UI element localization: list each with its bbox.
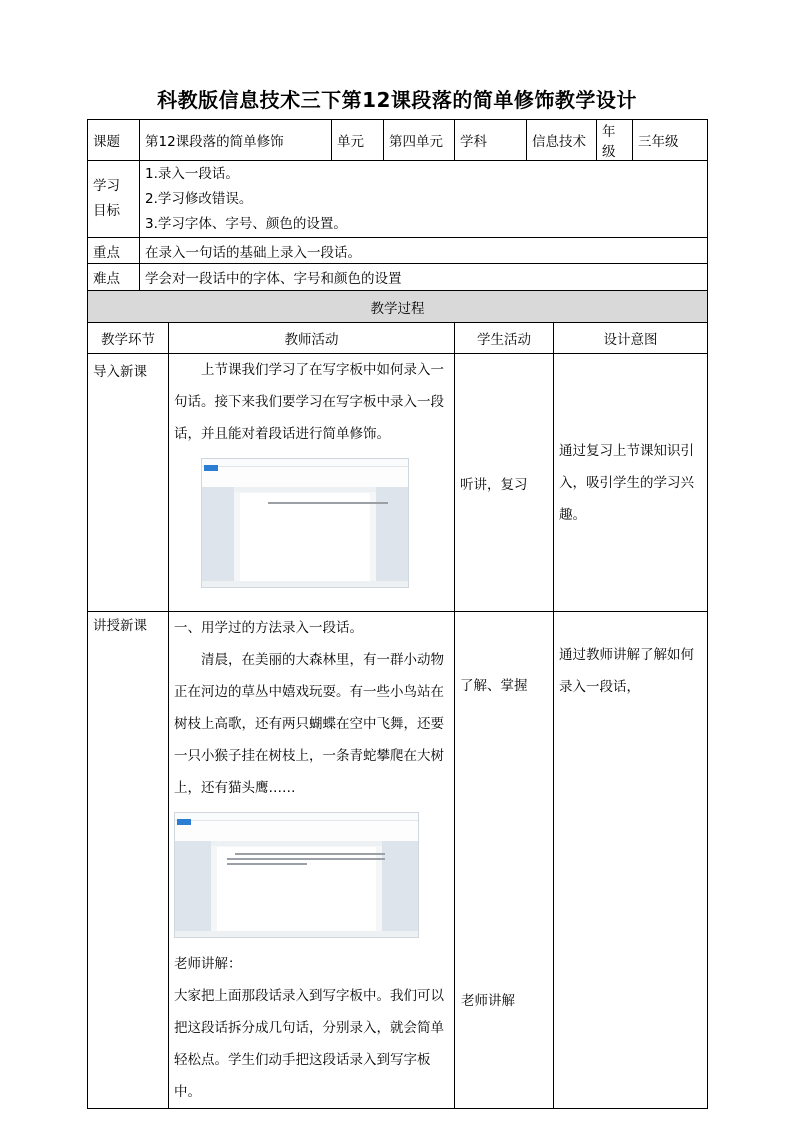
- process-header-row: [88, 291, 708, 323]
- key-point-row: [88, 238, 708, 264]
- goals-label-line2: 目标: [93, 203, 120, 219]
- unit-label: 单元: [332, 120, 384, 161]
- intro-row: [88, 354, 708, 612]
- goals-label: [88, 161, 140, 238]
- intro-teacher-cell: [169, 354, 455, 612]
- process-columns-row: [88, 323, 708, 354]
- key-point-label: 重点: [88, 238, 140, 264]
- teach-intent: 通过教师讲解了解如何录入一段话，: [554, 612, 708, 1109]
- col-teacher: 教师活动: [169, 323, 455, 354]
- goal-item: 1.录入一段话。: [145, 166, 239, 182]
- topic-value: 第12课段落的简单修饰: [140, 120, 332, 161]
- goals-row: [88, 161, 708, 238]
- teach-student-cell: [455, 612, 554, 1109]
- teach-explain-label: 老师讲解：: [174, 956, 242, 972]
- difficulty-value: 学会对一段话中的字体、字号和颜色的设置: [140, 264, 708, 291]
- process-header: 教学过程: [88, 291, 708, 323]
- intro-intent: 通过复习上节课知识引入，吸引学生的学习兴趣。: [554, 354, 708, 612]
- intro-teacher-text: 上节课我们学习了在写字板中如何录入一句话。接下来我们要学习在写字板中录入一段话，并且能对着段话进行简单修饰。: [174, 362, 444, 442]
- goals-list: [140, 161, 708, 238]
- goal-item: 3.学习字体、字号、颜色的设置。: [145, 216, 347, 232]
- topic-label: 课题: [88, 120, 140, 161]
- difficulty-row: [88, 264, 708, 291]
- intro-stage: 导入新课: [88, 354, 169, 612]
- grade-value: 三年级: [633, 120, 708, 161]
- info-row: [88, 120, 708, 161]
- teach-student-1: 了解、掌握: [460, 678, 528, 694]
- teach-stage: 讲授新课: [88, 612, 169, 1109]
- teach-teacher-cell: [169, 612, 455, 1109]
- subject-value: 信息技术: [527, 120, 597, 161]
- document-title: 科教版信息技术三下第12课段落的简单修饰教学设计: [157, 88, 637, 112]
- wordpad-screenshot-2: [174, 812, 419, 938]
- grade-label: 年级: [597, 120, 633, 161]
- lesson-plan-table: [87, 119, 708, 1109]
- col-student: 学生活动: [455, 323, 554, 354]
- intro-student: 听讲，复习: [455, 354, 554, 612]
- wordpad-screenshot-1: [201, 458, 409, 588]
- col-intent: 设计意图: [554, 323, 708, 354]
- teach-passage: 清晨，在美丽的大森林里，有一群小动物正在河边的草丛中嬉戏玩耍。有一些小鸟站在树枝上高歌，还有两只蝴蝶在空中飞舞，还要一只小猴子挂在树枝上，一条青蛇攀爬在大树上，还有猫头鹰……: [174, 652, 444, 796]
- teach-row: [88, 612, 708, 1109]
- difficulty-label: 难点: [88, 264, 140, 291]
- subject-label: 学科: [455, 120, 527, 161]
- teach-explain-text: 大家把上面那段话录入到写字板中。我们可以把这段话拆分成几句话，分别录入，就会简单轻松点。学生们动手把这段话录入到写字板中。: [174, 988, 444, 1100]
- teach-student-2: 老师讲解: [461, 993, 515, 1009]
- unit-value: 第四单元: [384, 120, 455, 161]
- goals-label-line1: 学习: [93, 178, 120, 194]
- col-stage: 教学环节: [88, 323, 169, 354]
- goal-item: 2.学习修改错误。: [145, 191, 253, 207]
- key-point-value: 在录入一句话的基础上录入一段话。: [140, 238, 708, 264]
- teach-heading: 一、用学过的方法录入一段话。: [174, 620, 363, 636]
